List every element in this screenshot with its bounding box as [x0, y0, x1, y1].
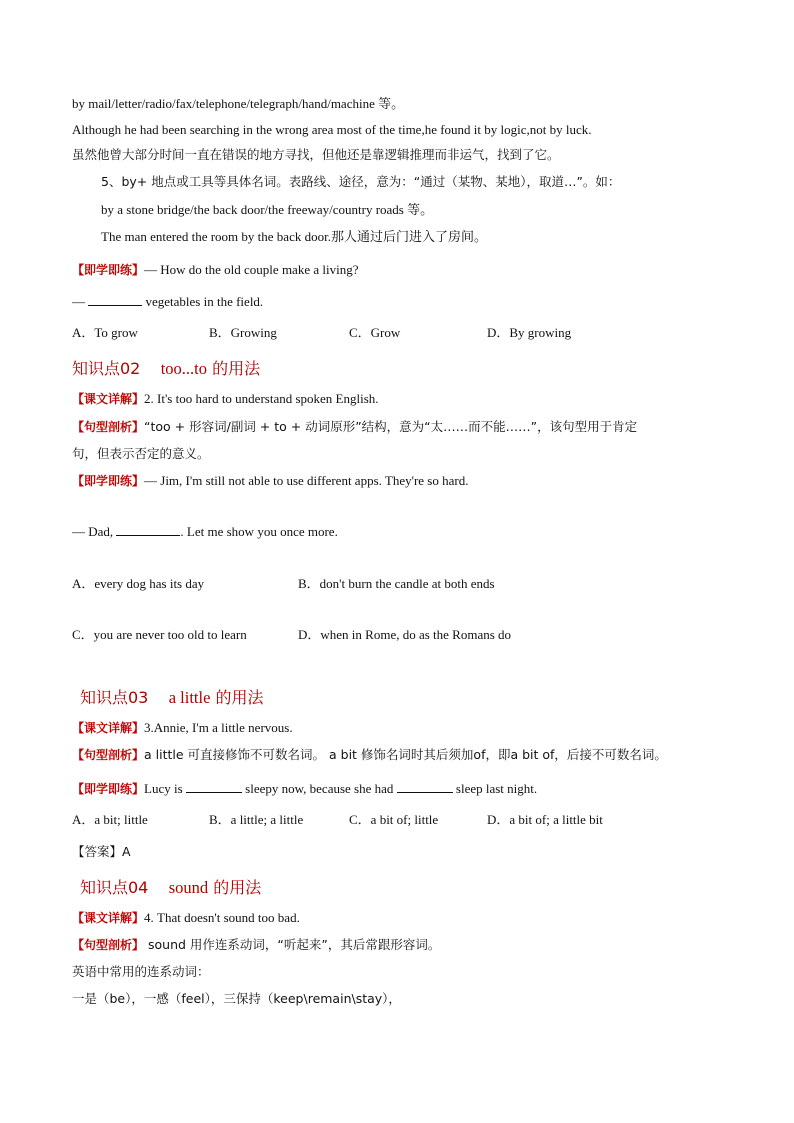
practice-question-2: 【即学即练】— Jim, I'm still not able to use different apps. They're so hard. [72, 473, 469, 488]
option-a: A．To grow [72, 325, 138, 340]
option-c: C．Grow [349, 325, 401, 340]
text-detail-4: 【课文详解】4. That doesn't sound too bad. [72, 910, 300, 925]
practice-answer-line-1: — vegetables in the field. [72, 294, 264, 309]
usage-point-5-examples: by a stone bridge/the back door/the freeway/country roads 等。 [101, 202, 434, 217]
option-b: B．Growing [209, 325, 277, 340]
sentence-analysis-2-cont: 句，但表示否定的意义。 [72, 446, 210, 461]
practice-question-3: 【即学即练】Lucy is sleepy now, because she had sleep last night. [72, 781, 538, 796]
practice-question-1 [72, 261, 358, 279]
example-sentence-cn: 虽然他曾大部分时间一直在错误的地方寻找，但他还是靠逻辑推理而非运气，找到了它。 [72, 147, 560, 162]
answer-blank[interactable] [88, 293, 142, 306]
section-heading-03: 知识点03 a little 的用法 [80, 688, 264, 707]
sentence-analysis-3: 【句型剖析】a little 可直接修饰不可数名词。 a bit 修饰名词时其后须加of，即a bit of，后接不可数名词。 [72, 747, 667, 762]
practice-tag: 【即学即练】 [72, 263, 145, 277]
text-detail-3: 【课文详解】3.Annie, I'm a little nervous. [72, 720, 293, 735]
answer-blank[interactable] [116, 523, 180, 536]
by-means-line: by mail/letter/radio/fax/telephone/telegraph/hand/machine 等。 [72, 96, 405, 111]
answer-blank[interactable] [397, 780, 453, 793]
option-a: A．a bit; little [72, 812, 148, 827]
option-c: C．you are never too old to learn [72, 627, 247, 642]
option-d: D．By growing [487, 325, 572, 340]
usage-point-5: 5、by+ 地点或工具等具体名词。表路线、途径，意为：“通过（某物、某地），取道…”。如： [101, 174, 621, 189]
section-heading-02: 知识点02 too...to 的用法 [72, 359, 261, 378]
linking-verbs-intro: 英语中常用的连系动词： [72, 964, 210, 979]
option-b: B．don't burn the candle at both ends [298, 576, 495, 591]
practice-answer-line-2: — Dad, . Let me show you once more. [72, 524, 338, 539]
answer-value: A [122, 844, 131, 859]
text-detail-2: 【课文详解】2. It's too hard to understand spoken English. [72, 391, 379, 406]
option-d: D．when in Rome, do as the Romans do [298, 627, 512, 642]
answer-blank[interactable] [186, 780, 242, 793]
option-d: D．a bit of; a little bit [487, 812, 603, 827]
usage-point-5-sentence: The man entered the room by the back door.那人通过后门进入了房间。 [101, 229, 487, 244]
sentence-analysis-4: 【句型剖析】 sound 用作连系动词，“听起来”，其后常跟形容词。 [72, 937, 441, 952]
answer-line: 【答案】A [72, 844, 131, 859]
option-a: A．every dog has its day [72, 576, 205, 591]
option-b: B．a little; a little [209, 812, 304, 827]
option-c: C．a bit of; little [349, 812, 439, 827]
practice-question-text: — How do the old couple make a living? [144, 262, 359, 277]
example-sentence-en: Although he had been searching in the wrong area most of the time,he found it by logic,not by luck. [72, 122, 592, 137]
sentence-analysis-2: 【句型剖析】“too + 形容词/副词 + to + 动词原形”结构，意为“太……而不能……”，该句型用于肯定 [72, 419, 638, 434]
linking-verbs-list: 一是（be），一感（feel），三保持（keep\remain\stay）， [72, 991, 401, 1006]
section-heading-04: 知识点04 sound 的用法 [80, 878, 262, 897]
